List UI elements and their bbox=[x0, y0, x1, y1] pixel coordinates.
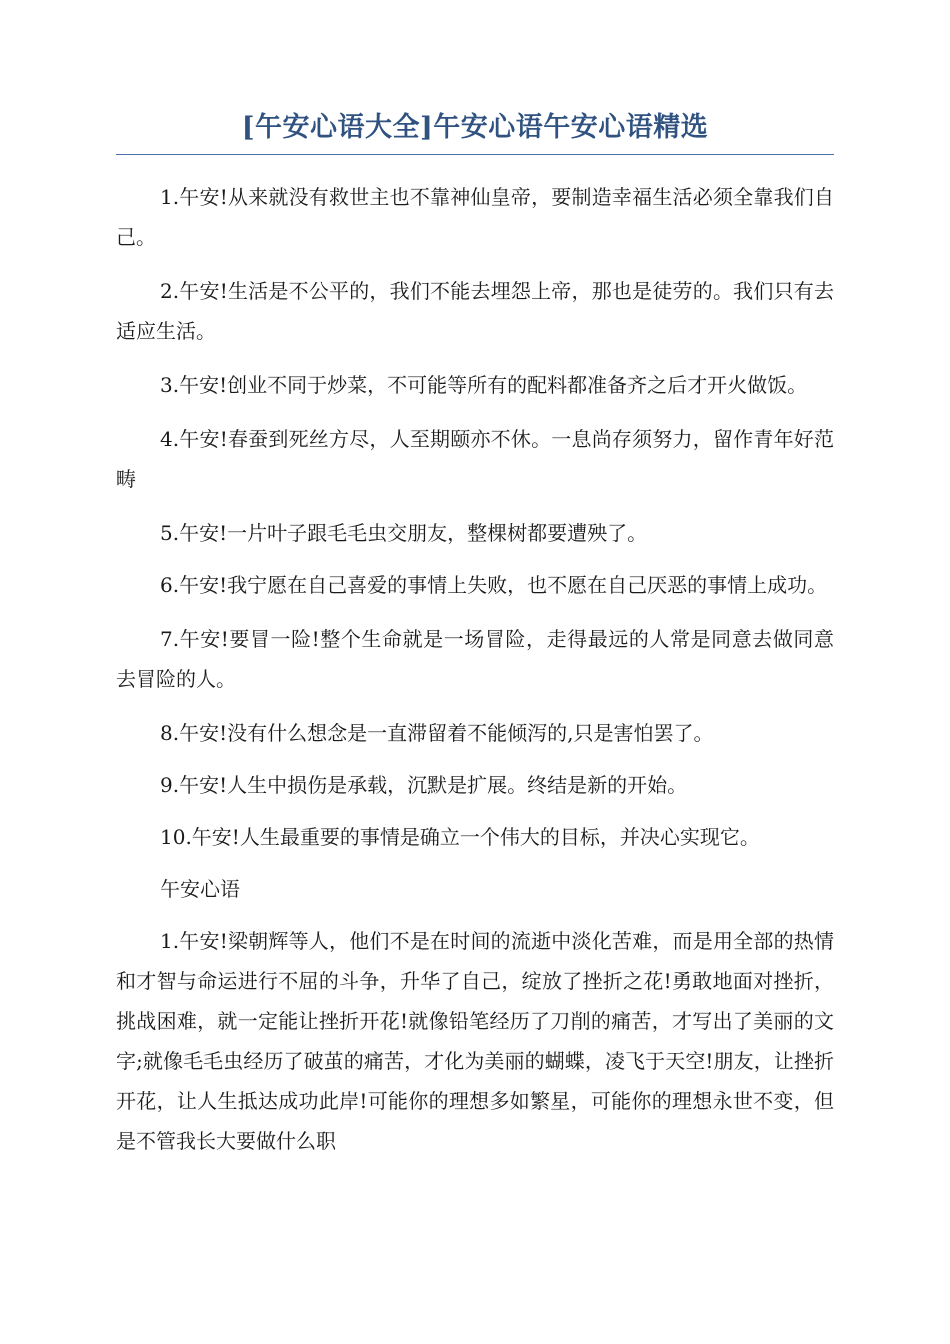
paragraph: 4.午安!春蚕到死丝方尽，人至期颐亦不休。一息尚存须努力，留作青年好范畴 bbox=[116, 427, 834, 491]
paragraph: 3.午安!创业不同于炒菜，不可能等所有的配料都准备齐之后才开火做饭。 bbox=[160, 373, 808, 397]
paragraph: 10.午安!人生最重要的事情是确立一个伟大的目标，并决心实现它。 bbox=[160, 825, 760, 849]
paragraph: 1.午安!梁朝辉等人，他们不是在时间的流逝中淡化苦难，而是用全部的热情和才智与命运进行不屈的斗争，升华了自己，绽放了挫折之花!勇敢地面对挫折，挑战困难，就一定能让挫折开花!就像铅笔经历了刀削的痛苦，才写出了美丽的文字;就像毛毛虫经历了破茧的痛苦，才化为美丽的蝴蝶，凌飞于天空!朋友，让挫折开花，让人生抵达成功此岸!可能你的理想多如繁星，可能你的理想永世不变，但是不管我长大要做什么职 bbox=[116, 929, 834, 1153]
document-body bbox=[116, 177, 834, 1161]
paragraph: 8.午安!没有什么想念是一直滞留着不能倾泻的,只是害怕罢了。 bbox=[160, 721, 714, 745]
document-title: [午安心语大全]午安心语午安心语精选 bbox=[116, 108, 834, 155]
paragraph: 5.午安!一片叶子跟毛毛虫交朋友，整棵树都要遭殃了。 bbox=[160, 521, 648, 545]
paragraph: 2.午安!生活是不公平的，我们不能去埋怨上帝，那也是徒劳的。我们只有去适应生活。 bbox=[116, 279, 834, 343]
paragraph: 6.午安!我宁愿在自己喜爱的事情上失败，也不愿在自己厌恶的事情上成功。 bbox=[160, 573, 828, 597]
document-page bbox=[116, 108, 834, 1175]
paragraph: 7.午安!要冒一险!整个生命就是一场冒险，走得最远的人常是同意去做同意去冒险的人。 bbox=[116, 627, 834, 691]
paragraph: 9.午安!人生中损伤是承载，沉默是扩展。终结是新的开始。 bbox=[160, 773, 688, 797]
section-heading: 午安心语 bbox=[160, 877, 240, 901]
paragraph: 1.午安!从来就没有救世主也不靠神仙皇帝，要制造幸福生活必须全靠我们自己。 bbox=[116, 185, 834, 249]
